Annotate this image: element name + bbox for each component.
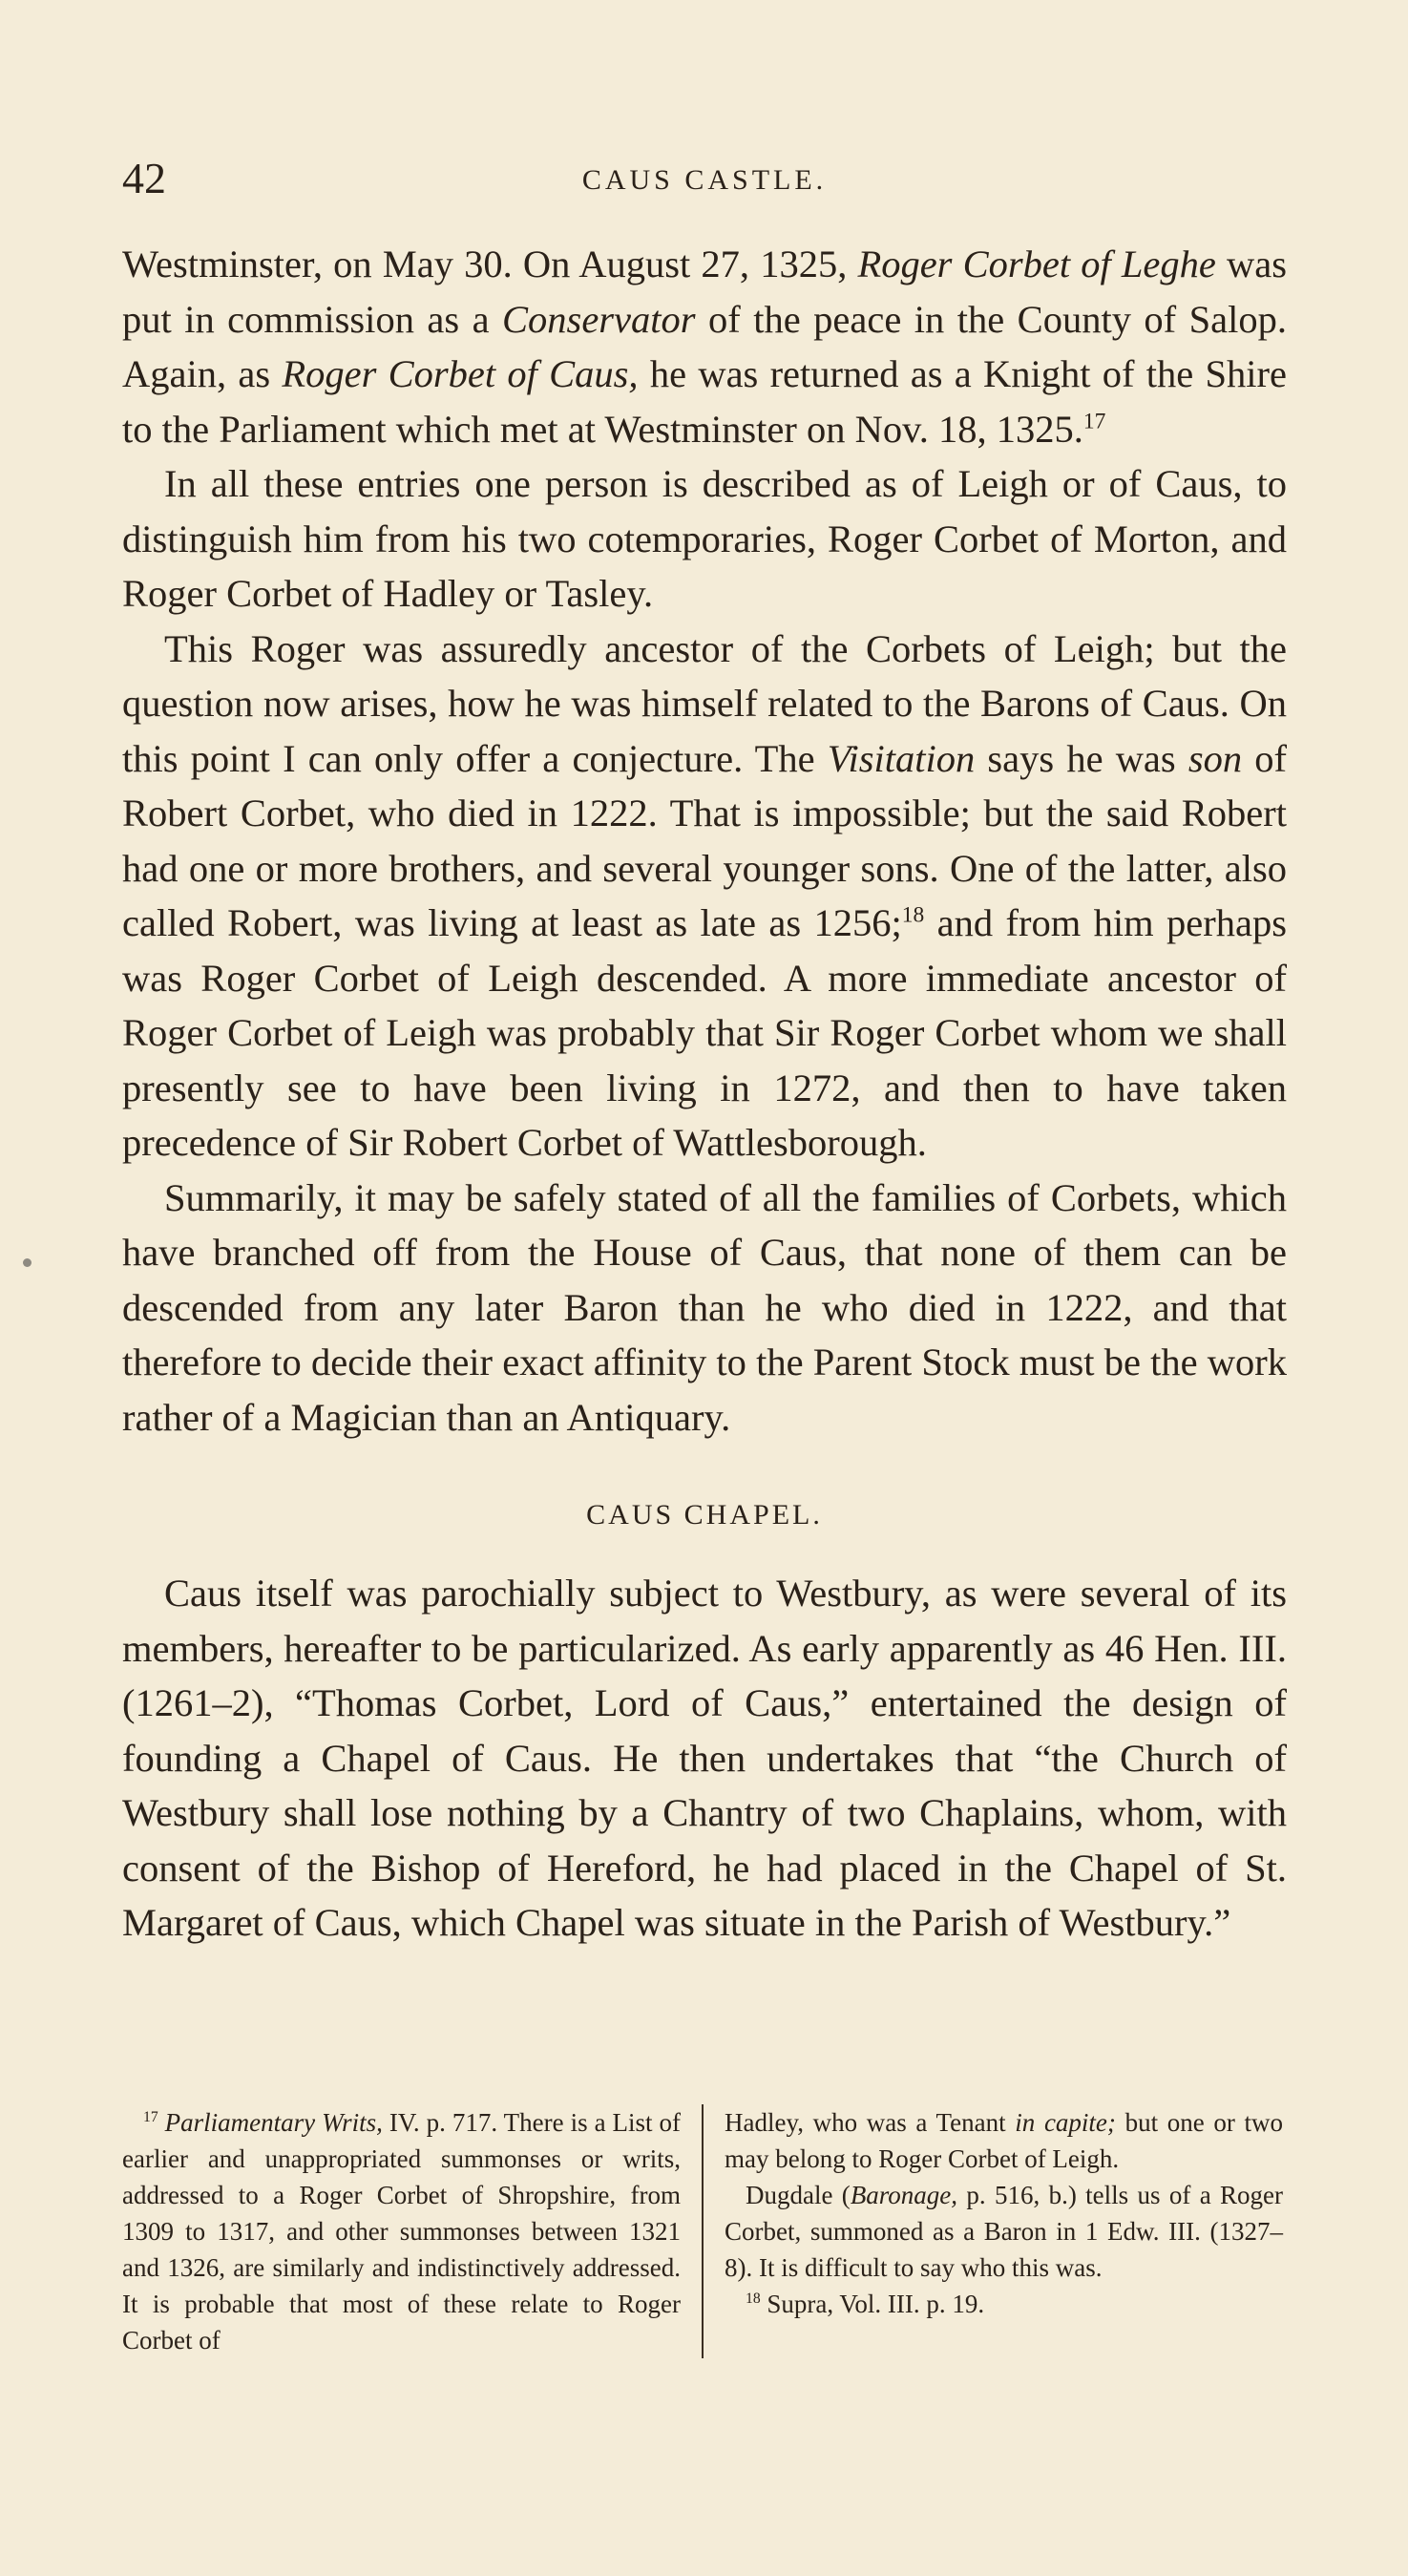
footnote-17-continued — [725, 2104, 1283, 2177]
footnote-18 — [725, 2286, 1283, 2322]
text-run: says he was — [975, 736, 1188, 780]
italic-run: Parliamentary Writs, — [164, 2108, 383, 2137]
text-run: was put in commission as a — [122, 243, 1287, 341]
footnote-dugdale — [725, 2177, 1283, 2286]
italic-run: Conservator — [502, 297, 696, 341]
text-run: IV. p. 717. There is a List of earlier and unappropriated summonses or writs, addressed to a Roger Corbet of Shropshire, from 1309 to 1317, and other summonses between 1321 and 1326, are similarly and indistinctively addressed. It is probable that most of these relate to Roger Corbet of — [122, 2108, 682, 2354]
italic-run: Visitation — [827, 736, 976, 780]
page-header — [122, 153, 1287, 210]
footnote-ref-18[interactable]: 18 — [901, 902, 925, 928]
italic-run: Roger Corbet of Leghe — [857, 243, 1216, 285]
text-run: Hadley, who was a Tenant — [725, 2108, 1016, 2137]
footnote-column-left — [122, 2104, 702, 2358]
text-run: Westminster, on May 30. On August 27, 1325, — [122, 243, 858, 285]
page-number: 42 — [122, 154, 166, 202]
text-run: This Roger was assuredly ancestor of the Corbets of Leigh; but the question now arises, how he was himself related to the Barons of Caus. On this point I can only offer a conjecture. The — [122, 626, 1287, 780]
text-run: he was returned as a Knight of the Shire to the Parliament which met at Westminster on Nov. 18, 1325. — [122, 352, 1287, 451]
paragraph-4: Summarily, it may be safely stated of all the families of Corbets, which have branched off from the House of Caus, that none of them can be descended from any later Baron than he who died in 1222, and that therefore to decide their exact affinity to the Parent Stock must be the work rather of a Magician than an Antiquary. — [122, 1175, 1287, 1439]
text-run: and from him perhaps was Roger Corbet of Leigh descended. A more immediate ancestor of Roger Corbet of Leigh was probably that Sir Roger Corbet whom we shall presently see to have been living in 1272, and then to have taken precedence of Sir Robert Corbet of Wattlesborough. — [122, 901, 1288, 1164]
italic-run: Roger Corbet of Caus, — [282, 352, 639, 395]
section-heading: CAUS CHAPEL. — [586, 1499, 823, 1531]
ink-spot — [23, 1258, 32, 1267]
footnote-17 — [122, 2104, 681, 2358]
footnote-column-right — [702, 2104, 1283, 2358]
text-run: of the peace in the County of Salop. Again, as — [122, 297, 1287, 395]
footnotes — [122, 2104, 1287, 2358]
paragraph-2: In all these entries one person is described as of Leigh or of Caus, to distinguish him from his two cotemporaries, Roger Corbet of Morton, and Roger Corbet of Hadley or Tasley. — [122, 462, 1287, 615]
paragraph-3 — [122, 622, 1287, 1171]
footnote-number: 17 — [143, 2109, 158, 2125]
section-text — [122, 1566, 1287, 1951]
italic-run: son — [1187, 736, 1243, 780]
section-paragraph-1: Caus itself was parochially subject to Westbury, as were several of its members, hereafter to be particularized. As early apparently as 46 Hen. III. (1261–2), “Thomas Corbet, Lord of Caus,” entertained the design of founding a Chapel of Caus. He then undertakes that “the Church of Westbury shall lose nothing by a Chantry of two Chaplains, whom, with consent of the Bishop of Hereford, he had placed in the Chapel of St. Margaret of Caus, which Chapel was situate in the Parish of Westbury.” — [122, 1572, 1287, 1944]
italic-run: in capite; — [1015, 2108, 1116, 2137]
text-run: of Robert Corbet, who died in 1222. That is impossible; but the said Robert had one or more brothers, and several younger sons. One of the latter, also called Robert, was living at least as late as 1256; — [122, 736, 1287, 944]
main-text — [122, 237, 1287, 1445]
footnote-number: 18 — [746, 2291, 761, 2307]
paragraph-1 — [122, 237, 1287, 456]
footnote-ref-17[interactable]: 17 — [1082, 409, 1106, 433]
text-run: Supra, Vol. III. p. 19. — [760, 2290, 985, 2318]
text-run: Dugdale ( — [746, 2181, 851, 2209]
italic-run: Baronage, — [850, 2181, 958, 2209]
text-run: p. 516, b.) tells us of a Roger Corbet, summoned as a Baron in 1 Edw. III. (1327–8). It is difficult to say who this was. — [725, 2181, 1283, 2282]
text-run: but one or two may belong to Roger Corbet of Leigh. — [725, 2108, 1284, 2173]
running-title: CAUS CASTLE. — [581, 164, 828, 196]
